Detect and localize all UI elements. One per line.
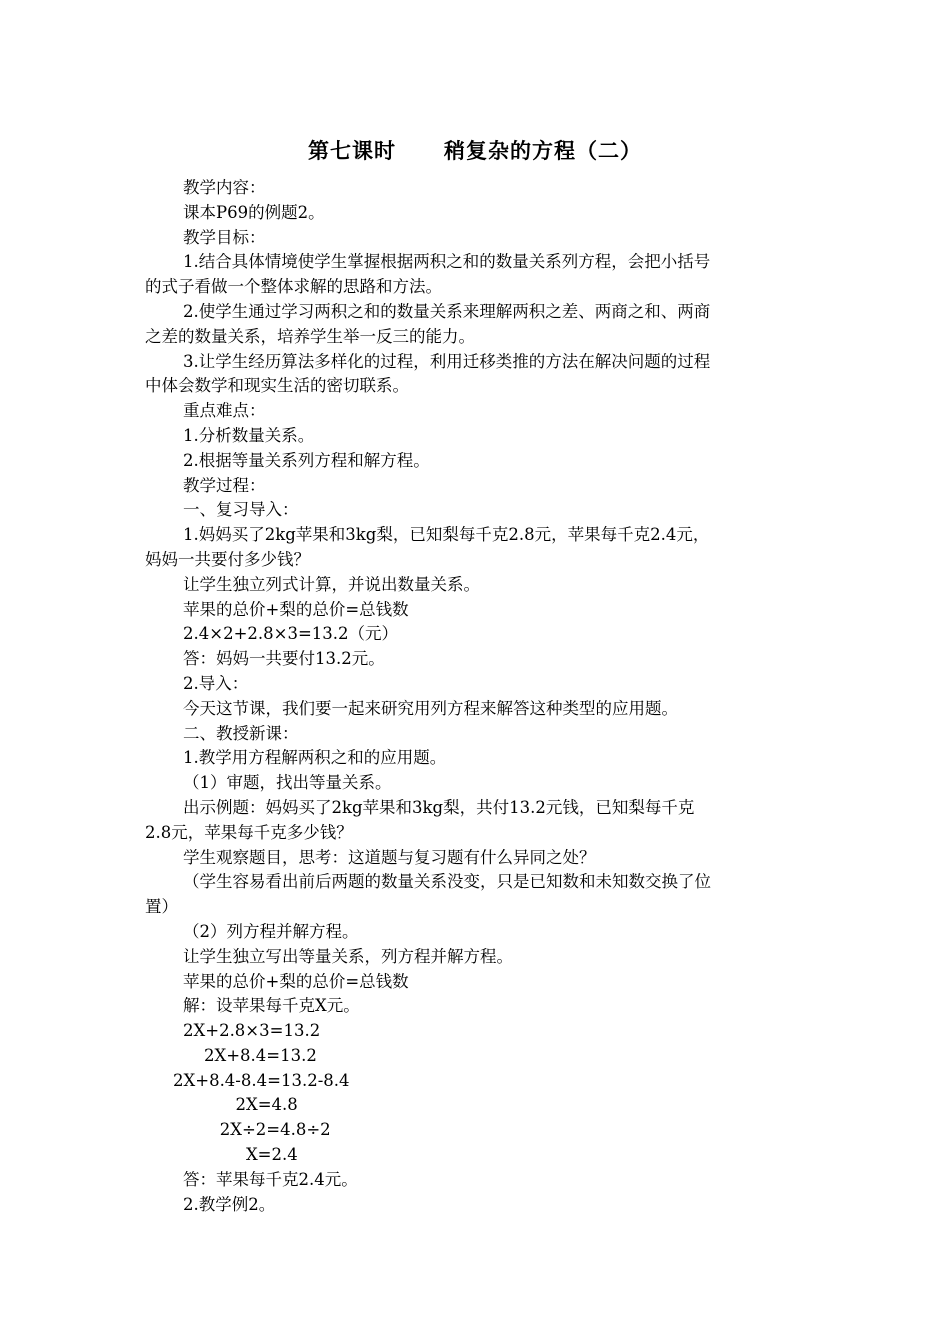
text-line: 1.分析数量关系。: [183, 425, 315, 445]
text-line: 2X+8.4-8.4=13.2-8.4: [173, 1070, 350, 1090]
text-line: 2X÷2=4.8÷2: [183, 1120, 331, 1140]
text-line: 苹果的总价+梨的总价=总钱数: [183, 599, 409, 619]
document-body: [145, 176, 801, 1217]
text-line: 之差的数量关系，培养学生举一反三的能力。: [145, 326, 475, 346]
text-line: X=2.4: [183, 1145, 298, 1165]
text-line: （2）列方程并解方程。: [183, 921, 359, 941]
title-lesson: 第七课时: [308, 139, 396, 163]
text-line: 2X=4.8: [183, 1095, 298, 1115]
text-line: 2.根据等量关系列方程和解方程。: [183, 450, 430, 470]
text-line: 3.让学生经历算法多样化的过程，利用迁移类推的方法在解决问题的过程: [183, 351, 711, 371]
text-line: （1）审题，找出等量关系。: [183, 773, 392, 793]
text-line: 今天这节课，我们要一起来研究用列方程来解答这种类型的应用题。: [183, 698, 678, 718]
text-line: 学生观察题目，思考：这道题与复习题有什么异同之处？: [183, 847, 596, 867]
text-line: 出示例题：妈妈买了2kg苹果和3kg梨，共付13.2元钱，已知梨每千克: [183, 797, 695, 817]
text-line: 教学目标：: [183, 227, 266, 247]
text-line: 1.教学用方程解两积之和的应用题。: [183, 748, 447, 768]
text-line: 2X+8.4=13.2: [183, 1045, 317, 1065]
text-line: 让学生独立写出等量关系，列方程并解方程。: [183, 946, 513, 966]
text-line: 中体会数学和现实生活的密切联系。: [145, 376, 409, 396]
text-line: 2.导入：: [183, 673, 249, 693]
text-line: 2.8元，苹果每千克多少钱？: [145, 822, 353, 842]
text-line: 的式子看做一个整体求解的思路和方法。: [145, 277, 442, 297]
text-line: 2.教学例2。: [183, 1194, 276, 1214]
text-line: 2.4×2+2.8×3=13.2（元）: [183, 624, 399, 644]
text-line: 二、教授新课：: [183, 723, 299, 743]
text-line: 教学内容：: [183, 178, 266, 197]
text-line: （学生容易看出前后两题的数量关系没变，只是已知数和未知数交换了位: [183, 872, 711, 892]
text-line: 妈妈一共要付多少钱？: [145, 549, 310, 569]
text-line: 重点难点：: [183, 401, 266, 421]
text-line: 答：苹果每千克2.4元。: [183, 1169, 358, 1189]
text-line: 教学过程：: [183, 475, 266, 495]
text-line: 答：妈妈一共要付13.2元。: [183, 649, 385, 669]
text-line: 一、复习导入：: [183, 500, 299, 520]
text-line: 课本P69的例题2。: [183, 202, 325, 222]
text-line: 2X+2.8×3=13.2: [183, 1021, 321, 1041]
text-line: 让学生独立列式计算，并说出数量关系。: [183, 574, 480, 594]
text-line: 2.使学生通过学习两积之和的数量关系来理解两积之差、两商之和、两商: [183, 301, 711, 321]
text-line: 1.结合具体情境使学生掌握根据两积之和的数量关系列方程，会把小括号: [183, 252, 711, 272]
text-line: 1.妈妈买了2kg苹果和3kg梨，已知梨每千克2.8元，苹果每千克2.4元，: [183, 525, 710, 545]
text-line: 解：设苹果每千克X元。: [183, 996, 360, 1016]
title-topic: 稍复杂的方程（二）: [444, 139, 642, 163]
text-line: 置）: [145, 897, 178, 917]
page-title: [0, 136, 950, 166]
text-line: 苹果的总价+梨的总价=总钱数: [183, 971, 409, 991]
